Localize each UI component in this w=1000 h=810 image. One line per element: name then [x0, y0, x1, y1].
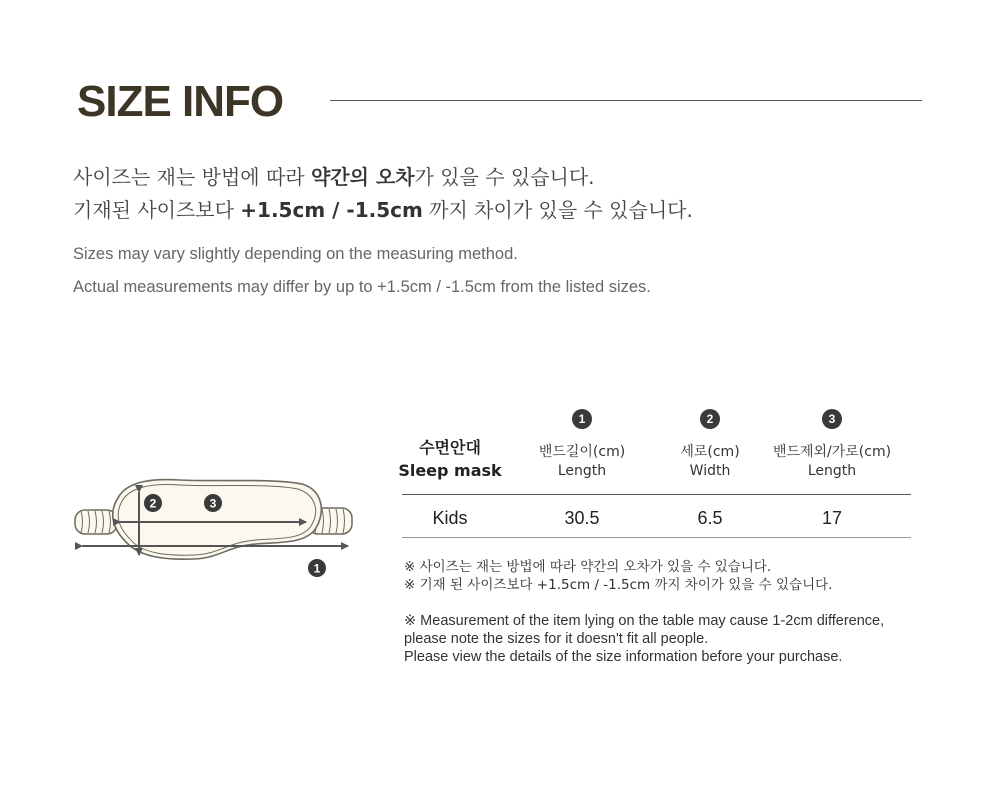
- diagram-marker-1: [308, 559, 326, 577]
- table-header-divider: [402, 494, 911, 495]
- note-ko-2: ※ 기재 된 사이즈보다 +1.5cm / -1.5cm 까지 차이가 있을 수 있습니다.: [404, 577, 833, 593]
- diagram-marker-2: [144, 494, 162, 512]
- column-3-header-ko: 밴드제외/가로(cm): [772, 444, 892, 460]
- intro-ko-2-post: 까지 차이가 있을 수 있습니다.: [422, 198, 693, 222]
- column-3-number-badge: 3: [822, 409, 842, 429]
- intro-ko-line-1: [73, 163, 595, 191]
- svg-text:3: 3: [209, 496, 217, 511]
- band-length-cell: 30.5: [564, 508, 600, 528]
- intro-ko-1-post: 가 있을 수 있습니다.: [414, 165, 595, 189]
- column-3-header-en: Length: [807, 463, 857, 479]
- intro-en-line-1: Sizes may vary slightly depending on the measuring method.: [73, 245, 518, 263]
- column-1-header-en: Length: [557, 463, 607, 479]
- column-2-header-ko: 세로(cm): [680, 444, 740, 460]
- column-1-header-ko: 밴드길이(cm): [538, 444, 626, 460]
- svg-text:1: 1: [313, 561, 321, 576]
- intro-ko-line-2: [73, 196, 693, 224]
- sleep-mask-diagram: [70, 470, 370, 590]
- note-en-1: ※ Measurement of the item lying on the table may cause 1-2cm difference,: [404, 613, 885, 629]
- note-en-2: please note the sizes for it doesn't fit all people.: [404, 631, 709, 647]
- page-title: SIZE INFO: [77, 77, 284, 126]
- column-2-number-badge: 2: [700, 409, 720, 429]
- table-bottom-divider: [402, 537, 911, 538]
- column-2-header-en: Width: [689, 463, 731, 479]
- intro-ko-2-bold: +1.5cm / -1.5cm: [240, 198, 423, 222]
- left-band-illustration: [75, 510, 117, 534]
- product-name-ko: 수면안대: [419, 438, 481, 457]
- intro-ko-1-bold: 약간의 오차: [310, 165, 415, 189]
- intro-ko-2-pre: 기재된 사이즈보다: [73, 198, 241, 222]
- column-1-number-badge: 1: [572, 409, 592, 429]
- diagram-marker-3: [204, 494, 222, 512]
- title-divider: [330, 100, 922, 101]
- intro-en-line-2: Actual measurements may differ by up to +1.5cm / -1.5cm from the listed sizes.: [73, 278, 651, 296]
- length-excl-band-cell: 17: [821, 508, 843, 528]
- note-ko-1: ※ 사이즈는 재는 방법에 따라 약간의 오차가 있을 수 있습니다.: [404, 559, 772, 575]
- width-cell: 6.5: [697, 508, 723, 528]
- svg-text:2: 2: [149, 496, 157, 511]
- note-en-3: Please view the details of the size information before your purchase.: [404, 649, 843, 665]
- product-name-en: Sleep mask: [398, 461, 502, 480]
- size-name-cell: Kids: [432, 508, 468, 528]
- intro-ko-1-pre: 사이즈는 재는 방법에 따라: [73, 165, 311, 189]
- mask-body-illustration: [113, 480, 322, 560]
